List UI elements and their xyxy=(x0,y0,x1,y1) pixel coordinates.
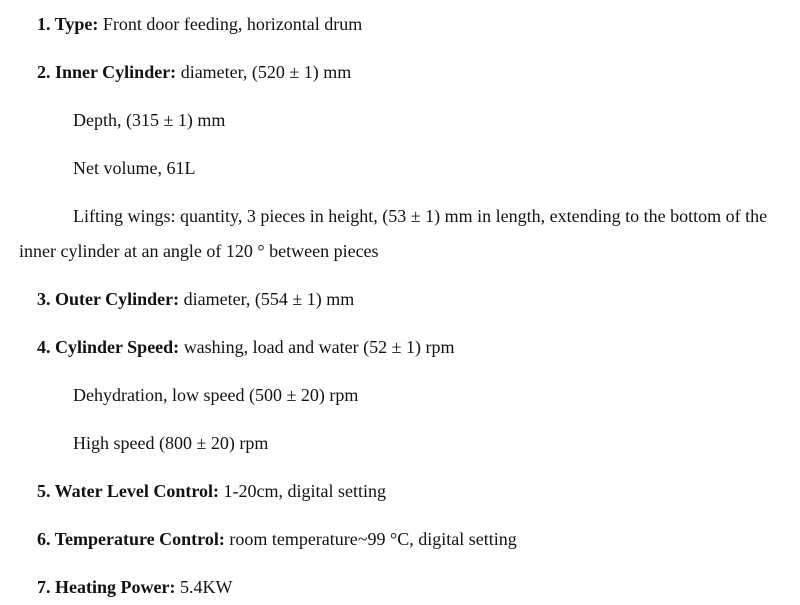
spec-sub-lifting-wings-line1: Lifting wings: quantity, 3 pieces in height, (53 ± 1) mm in length, extending to the bottom of the xyxy=(73,206,768,226)
spec-text-cylinder-speed: washing, load and water (52 ± 1) rpm xyxy=(179,337,455,357)
spec-text-heating-power: 5.4KW xyxy=(175,577,233,597)
spec-item-cylinder-speed xyxy=(19,330,786,365)
spec-item-outer-cylinder xyxy=(19,282,786,317)
spec-text-water-level: 1-20cm, digital setting xyxy=(218,481,386,501)
spec-sub-lifting-wings-line2: inner cylinder at an angle of 120 ° between pieces xyxy=(19,241,379,261)
spec-label-outer-cylinder: 3. Outer Cylinder: xyxy=(37,289,180,309)
spec-item-inner-cylinder xyxy=(19,55,786,90)
spec-label-type: 1. Type: xyxy=(37,14,99,34)
spec-label-water-level: 5. Water Level Control: xyxy=(37,481,219,501)
spec-item-heating-power xyxy=(19,570,786,605)
spec-item-type xyxy=(19,7,786,42)
spec-item-water-level xyxy=(19,474,786,509)
spec-sub-depth: Depth, (315 ± 1) mm xyxy=(73,110,226,130)
spec-text-temperature: room temperature~99 °C, digital setting xyxy=(224,529,517,549)
spec-text-inner-cylinder: diameter, (520 ± 1) mm xyxy=(176,62,352,82)
spec-item-temperature xyxy=(19,522,786,557)
spec-sub-high-speed: High speed (800 ± 20) rpm xyxy=(73,433,269,453)
spec-text-outer-cylinder: diameter, (554 ± 1) mm xyxy=(179,289,355,309)
spec-label-inner-cylinder: 2. Inner Cylinder: xyxy=(37,62,177,82)
spec-label-cylinder-speed: 4. Cylinder Speed: xyxy=(37,337,180,357)
spec-sub-net-volume: Net volume, 61L xyxy=(73,158,196,178)
spec-text-type: Front door feeding, horizontal drum xyxy=(98,14,363,34)
spec-label-temperature: 6. Temperature Control: xyxy=(37,529,225,549)
spec-sub-dehydration: Dehydration, low speed (500 ± 20) rpm xyxy=(73,385,359,405)
spec-label-heating-power: 7. Heating Power: xyxy=(37,577,176,597)
